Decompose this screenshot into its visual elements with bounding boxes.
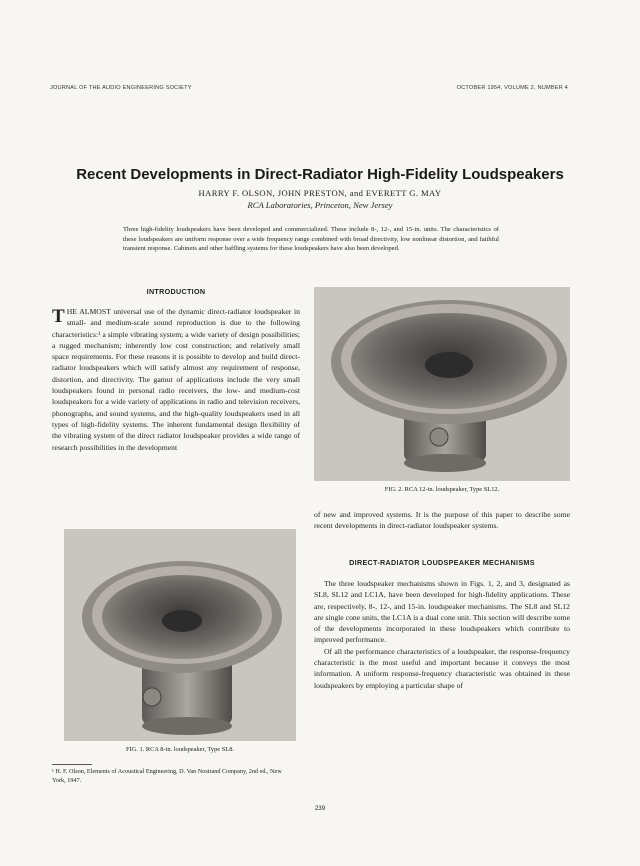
loudspeaker-12in-image [314,287,570,481]
page-number: 239 [314,805,326,812]
figure-2-caption: FIG. 2. RCA 12-in. loudspeaker, Type SL12. [384,486,500,493]
introduction-continuation [314,509,570,532]
footnote: ¹ H. F. Olson, Elements of Acoustical Engineering, D. Van Nostrand Company, 2nd ed., New York, 1947. [52,768,282,784]
drop-cap: T [52,306,65,327]
issue-info: OCTOBER 1954, VOLUME 2, NUMBER 4 [456,85,568,91]
affiliation: RCA Laboratories, Princeton, New Jersey [247,200,393,210]
abstract: Three high-fidelity loudspeakers have been developed and commercialized. These include 8-, 12-, and 15-in. units. The characteristics of these loudspeakers are uniform response over a wide frequency range combined with broad directivity, low nonlinear distortion, and faithful transient response. Cabinets and other baffling systems for these loudspeakers have also been developed. [123,226,499,253]
introduction-heading: INTRODUCTION [146,287,206,296]
journal-name: JOURNAL OF THE AUDIO ENGINEERING SOCIETY [50,85,192,91]
continuation-paragraph: of new and improved systems. It is the purpose of this paper to describe some recent developments in direct-radiator loudspeaker systems. [314,510,570,531]
figure-1-caption: FIG. 1. RCA 8-in. loudspeaker, Type SL8. [126,746,234,753]
introduction-text [52,306,300,453]
mechanisms-paragraph-2: Of all the performance characteristics of a loudspeaker, the response-frequency characteristic is the most useful and important because it conveys the most information. A uniform response-frequency characteristic was obtained in these loudspeakers by employing a particular shape of [314,646,570,690]
footnote-rule [52,764,92,765]
mechanisms-paragraph-1: The three loudspeaker mechanisms shown in Figs. 1, 2, and 3, designated as SL8, SL12 and LC1A, have been developed for high-fidelity applications. These are, respectively, 8-, 12-, and 15-in. loudspeaker mechanisms. The SL8 and SL12 are single cone units, the LC1A is a dual cone unit. This section will describe some of the developments incorporated in these loudspeakers which contribute to improved performance. [314,579,570,645]
loudspeaker-8in-image [64,529,296,741]
author-list: HARRY F. OLSON, JOHN PRESTON, and EVERETT G. MAY [198,188,442,198]
figure-2-photo [314,287,570,481]
mechanisms-text [314,578,570,691]
mechanisms-heading: DIRECT-RADIATOR LOUDSPEAKER MECHANISMS [349,558,535,567]
figure-1-photo [64,529,296,741]
paper-title: Recent Developments in Direct-Radiator High-Fidelity Loudspeakers [76,166,564,183]
introduction-body: HE ALMOST universal use of the dynamic direct-radiator loudspeaker in small- and medium-scale sound reproduction is due to the following characteristics:¹ a simple vibrating system; a wide variety of design possibilities; a rugged mechanism; inherently low cost construction; and relatively small space requirements. For these reasons it is possible to develop and build direct-radiator loudspeakers which will satisfy almost any requirement of response, distortion, and directivity. The gamut of applications include the very small loudspeakers found in personal radio receivers, the low- and medium-cost loudspeakers for a wide variety of applications in radio and television receivers, phonographs, and sound systems, and the high-quality loudspeakers used in all types of high-fidelity systems. The inherent fundamental design flexibility of the vibrating system of the direct radiator loudspeaker provides a wide range of research possibilities in the development [52,307,300,452]
